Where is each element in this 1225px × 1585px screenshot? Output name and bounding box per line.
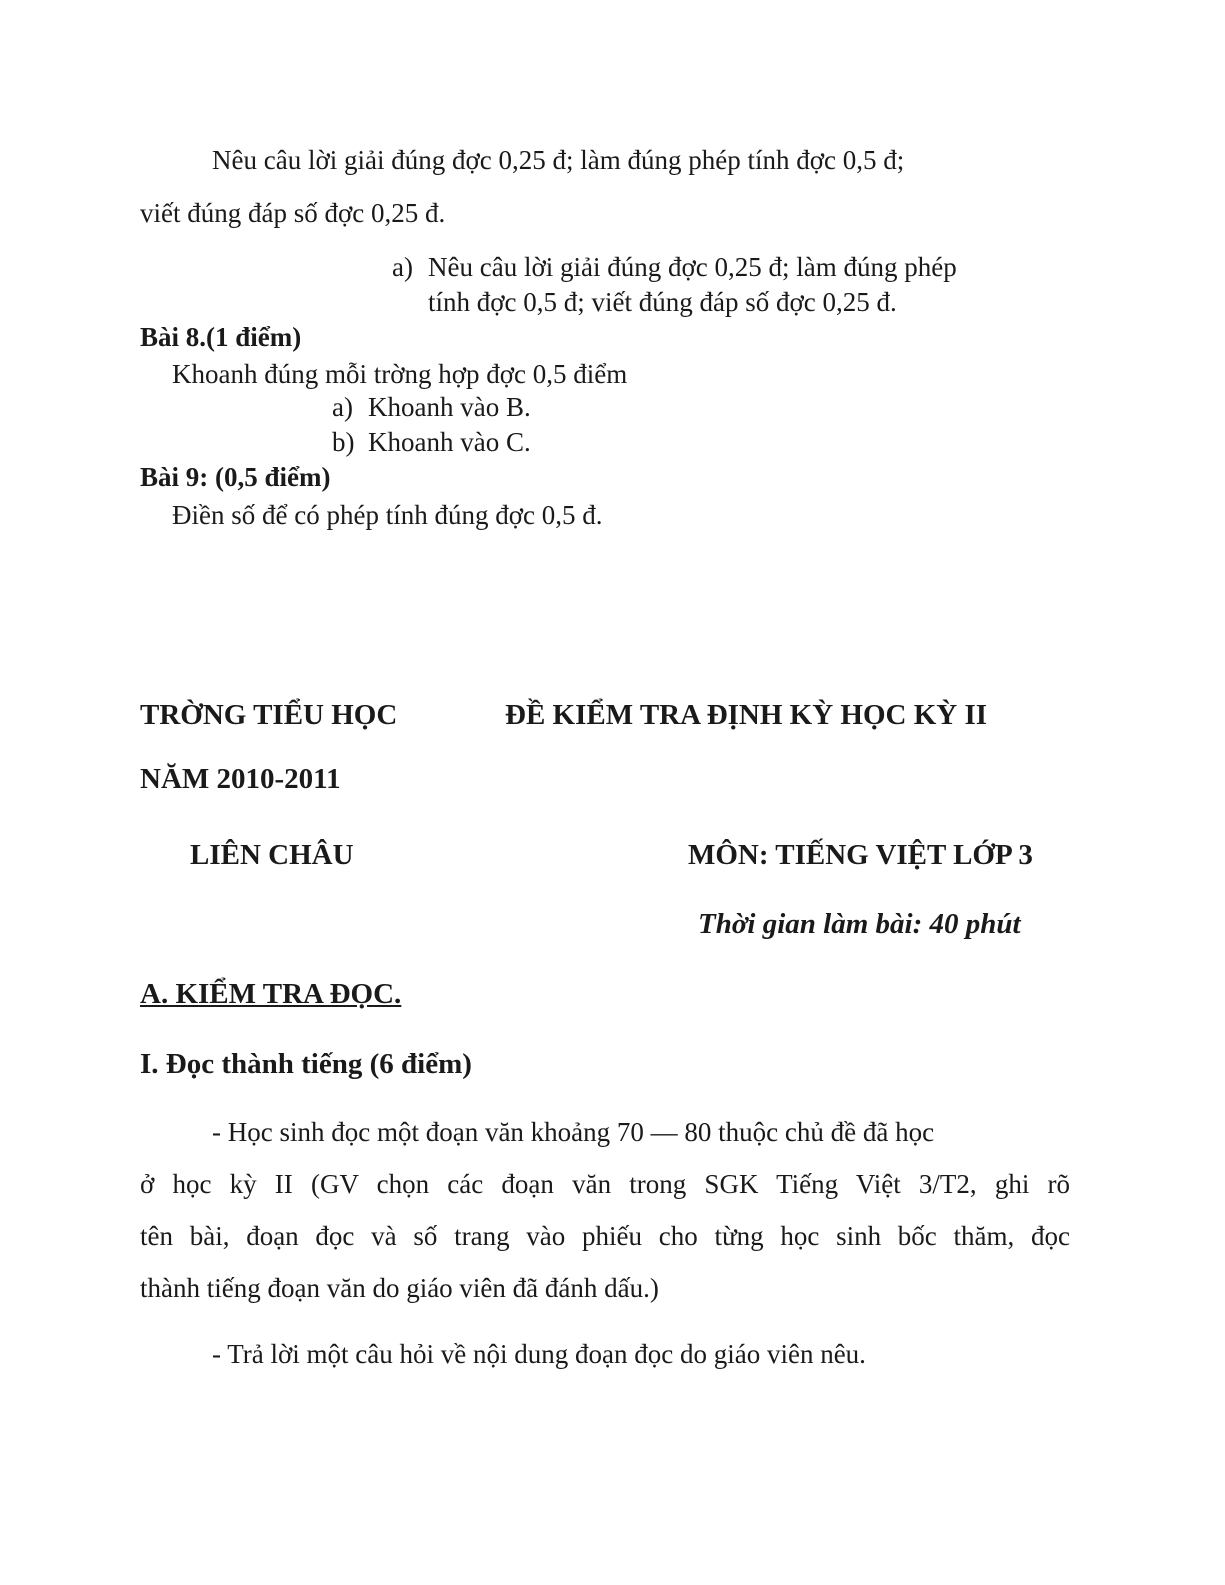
paragraph-line: thành tiếng đoạn văn do giáo viên đã đánh dấu.) [140, 1273, 659, 1303]
bai9-heading: Bài 9: (0,5 điểm) [140, 462, 331, 492]
bai9-text: Điền số để có phép tính đúng đợc 0,5 đ. [172, 500, 603, 530]
bai8-text: Khoanh đúng mỗi trờng hợp đợc 0,5 điểm [172, 359, 628, 389]
exam-title: ĐỀ KIỂM TRA ĐỊNH KỲ HỌC KỲ II [505, 699, 988, 731]
bai8-option-a: Khoanh vào B. [368, 392, 531, 422]
paragraph-line: tên bài, đoạn đọc và số trang vào phiếu cho từng học sinh bốc thăm, đọc [140, 1221, 1070, 1251]
answer-item-a-line1: Nêu câu lời giải đúng đợc 0,25 đ; làm đúng phép [428, 252, 957, 282]
bai8-option-b: Khoanh vào C. [368, 427, 531, 457]
paragraph-line: - Học sinh đọc một đoạn văn khoảng 70 — 80 thuộc chủ đề đã học [212, 1117, 935, 1147]
list-item-marker: b) [332, 427, 355, 457]
answer-item-a-line2: tính đợc 0,5 đ; viết đúng đáp số đợc 0,25 đ. [428, 287, 897, 317]
part-i-heading: I. Đọc thành tiếng (6 điểm) [140, 1048, 472, 1080]
list-item-marker: a) [392, 252, 413, 282]
exam-time: Thời gian làm bài: 40 phút [698, 908, 1021, 940]
answer-p1-line1: Nêu câu lời giải đúng đợc 0,25 đ; làm đúng phép tính đợc 0,5 đ; [212, 145, 905, 175]
paragraph-line: - Trả lời một câu hỏi về nội dung đoạn đọc do giáo viên nêu. [212, 1339, 866, 1369]
school-year: NĂM 2010-2011 [140, 763, 341, 795]
answer-p1-line2: viết đúng đáp số đợc 0,25 đ. [140, 198, 446, 228]
school-name-line1: TRỜNG TIỂU HỌC [140, 699, 398, 731]
list-item-marker: a) [332, 392, 353, 422]
paragraph-line: ở học kỳ II (GV chọn các đoạn văn trong SGK Tiếng Việt 3/T2, ghi rõ [140, 1169, 1070, 1199]
exam-subject: MÔN: TIẾNG VIỆT LỚP 3 [688, 839, 1033, 871]
section-a-heading: A. KIỂM TRA ĐỌC. [140, 978, 402, 1010]
school-name-line2: LIÊN CHÂU [190, 839, 354, 871]
bai8-heading: Bài 8.(1 điểm) [140, 322, 302, 352]
